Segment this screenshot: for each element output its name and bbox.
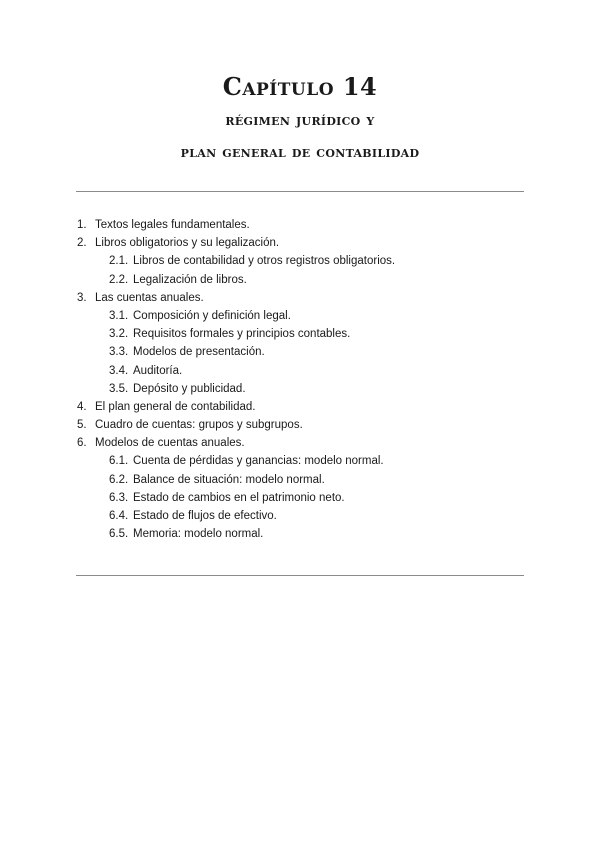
toc-item-number: 6.5. xyxy=(109,528,129,541)
toc-subitem xyxy=(77,271,527,289)
toc-item-number: 6.2. xyxy=(109,473,129,486)
toc-item-number: 3. xyxy=(77,291,87,304)
toc-item-number: 6.4. xyxy=(109,510,129,522)
toc-item-text: Estado de cambios en el patrimonio neto. xyxy=(133,491,345,504)
toc-item-number: 2. xyxy=(77,237,87,250)
toc-item-text: Legalización de libros. xyxy=(133,273,247,286)
toc-item-number: 3.1. xyxy=(109,309,129,322)
toc-item-number: 6. xyxy=(77,437,87,450)
toc-item-text: Textos legales fundamentales. xyxy=(95,219,250,231)
toc-item-text: El plan general de contabilidad. xyxy=(95,400,256,413)
toc-item-number: 3.2. xyxy=(109,328,129,341)
toc-item-text: Cuenta de pérdidas y ganancias: modelo normal. xyxy=(133,455,384,468)
top-divider xyxy=(76,191,524,192)
table-of-contents xyxy=(77,216,527,543)
toc-item-text: Libros de contabilidad y otros registros obligatorios. xyxy=(133,255,396,268)
toc-item-text: Modelos de presentación. xyxy=(133,346,265,359)
toc-item-text: Estado de flujos de efectivo. xyxy=(133,510,277,522)
toc-subitem xyxy=(77,471,527,489)
toc-subitem xyxy=(77,525,527,543)
toc-item-text: Composición y definición legal. xyxy=(133,309,291,322)
toc-subitem xyxy=(77,507,527,525)
chapter-subtitle-line1: régimen jurídico y xyxy=(225,110,375,129)
toc-subitem xyxy=(77,380,527,398)
chapter-title: Capítulo 14 xyxy=(222,72,378,101)
toc-item xyxy=(77,289,527,307)
toc-item-number: 3.5. xyxy=(109,382,129,395)
toc-item-number: 1. xyxy=(77,219,87,231)
toc-item-text: Requisitos formales y principios contables. xyxy=(133,328,351,341)
toc-item xyxy=(77,416,527,434)
toc-item xyxy=(77,398,527,416)
toc-item xyxy=(77,434,527,452)
toc-item-number: 6.3. xyxy=(109,491,129,504)
toc-item-text: Depósito y publicidad. xyxy=(133,382,246,395)
toc-subitem xyxy=(77,307,527,325)
toc-subitem xyxy=(77,489,527,507)
toc-item-text: Libros obligatorios y su legalización. xyxy=(95,237,280,250)
toc-item-text: Las cuentas anuales. xyxy=(95,291,204,304)
toc-item-number: 3.3. xyxy=(109,346,129,359)
toc-item-number: 3.4. xyxy=(109,364,129,377)
chapter-header xyxy=(0,70,600,168)
toc-subitem xyxy=(77,452,527,470)
toc-item-number: 4. xyxy=(77,400,87,413)
toc-item-text: Auditoría. xyxy=(133,364,183,377)
toc-subitem xyxy=(77,252,527,270)
chapter-subtitle-line2: plan general de contabilidad xyxy=(180,142,420,161)
toc-subitem xyxy=(77,325,527,343)
bottom-divider xyxy=(76,575,524,576)
toc-subitem xyxy=(77,343,527,361)
toc-item-number: 2.1. xyxy=(109,255,129,268)
toc-item-number: 5. xyxy=(77,419,87,432)
toc-item-number: 2.2. xyxy=(109,273,129,286)
toc-item-text: Memoria: modelo normal. xyxy=(133,528,264,541)
toc-item-text: Modelos de cuentas anuales. xyxy=(95,437,245,450)
toc-item-number: 6.1. xyxy=(109,455,129,468)
toc-item-text: Cuadro de cuentas: grupos y subgrupos. xyxy=(95,419,303,432)
toc-item xyxy=(77,216,527,234)
toc-subitem xyxy=(77,362,527,380)
toc-item-text: Balance de situación: modelo normal. xyxy=(133,473,325,486)
toc-item xyxy=(77,234,527,252)
